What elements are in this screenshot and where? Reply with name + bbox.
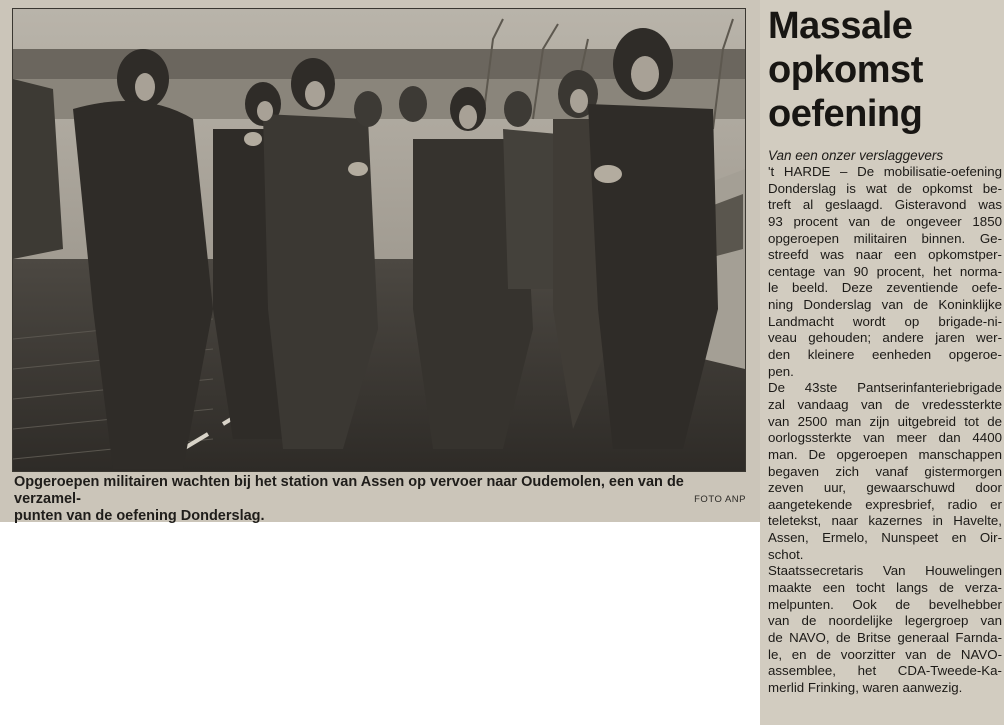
- article-line: van de noordelijke legergroep van: [768, 613, 1002, 629]
- article-line: zeven uur, gewaarschuwd door: [768, 480, 1002, 496]
- article-line: teletekst, naar kazernes in Havelte,: [768, 513, 1002, 529]
- photo-credit: FOTO ANP: [694, 494, 746, 505]
- article-line: aangetekende expresbrief, radio er: [768, 496, 1002, 512]
- photo-image: [13, 9, 745, 471]
- article-line: begaven zich vanaf gistermorgen: [768, 463, 1002, 479]
- article-line: den kleinere eenheden opgeroe-: [768, 347, 1002, 363]
- article-line: Donderslag is wat de opkomst be-: [768, 180, 1002, 196]
- article-line: veau gehouden; andere jaren wer-: [768, 330, 1002, 346]
- article-line: merlid Frinking, waren aanwezig.: [768, 679, 963, 695]
- caption-line: Opgeroepen militairen wachten bij het station van Assen op vervoer naar Oudemolen, een van de verzamel-: [14, 474, 684, 507]
- article-line: oorlogssterkte van meer dan 4400: [768, 430, 1002, 446]
- article-line: maakte een tocht langs de verza-: [768, 580, 1002, 596]
- article-line: man. De opgeroepen manschappen: [768, 446, 1002, 462]
- article-line: opgeroepen militairen binnen. Ge-: [768, 230, 1002, 246]
- article-line: schot.: [768, 546, 804, 562]
- article-body: [768, 164, 1002, 697]
- article-line: Landmacht wordt op brigade-ni-: [768, 313, 1002, 329]
- photo-caption: [14, 474, 714, 525]
- article-line: 't HARDE – De mobilisatie-oefening: [768, 164, 1002, 179]
- article-line: assemblee, het CDA-Tweede-Ka-: [768, 663, 1002, 679]
- article-line: ning Donderslag van de Koninklijke: [768, 297, 1002, 313]
- article-line: de NAVO, de Britse generaal Farnda-: [768, 629, 1002, 645]
- article-line: van 2500 man zijn uitgebreid tot de: [768, 413, 1002, 429]
- article-line: le, en de voorzitter van de NAVO-: [768, 646, 1002, 662]
- news-photo: [12, 8, 746, 472]
- headline-line: opkomst: [768, 49, 923, 91]
- headline-line: oefening: [768, 93, 923, 135]
- caption-line: punten van de oefening Donderslag.: [14, 508, 265, 524]
- article-column: [760, 0, 1004, 725]
- article-line: Staatssecretaris Van Houwelingen: [768, 563, 1002, 579]
- article-line: treft al geslaagd. Gisteravond was: [768, 197, 1002, 213]
- article-line: pen.: [768, 363, 794, 379]
- headline: [768, 4, 1000, 136]
- article-line: Assen, Ermelo, Nunspeet en Oir-: [768, 530, 1002, 546]
- headline-line: Massale: [768, 5, 913, 47]
- article-line: De 43ste Pantserinfanteriebrigade: [768, 380, 1002, 396]
- article-line: le beeld. Deze zeventiende oefe-: [768, 280, 1002, 296]
- article-line: zal vandaag van de vredessterkte: [768, 396, 1002, 412]
- article-line: 93 procent van de ongeveer 1850: [768, 213, 1002, 229]
- article-line: melpunten. Ook de bevelhebber: [768, 596, 1002, 612]
- article-line: streefd was naar een opkomstper-: [768, 247, 1002, 263]
- byline: Van een onzer verslaggevers: [768, 148, 944, 163]
- article-line: centage van 90 procent, het norma-: [768, 263, 1002, 279]
